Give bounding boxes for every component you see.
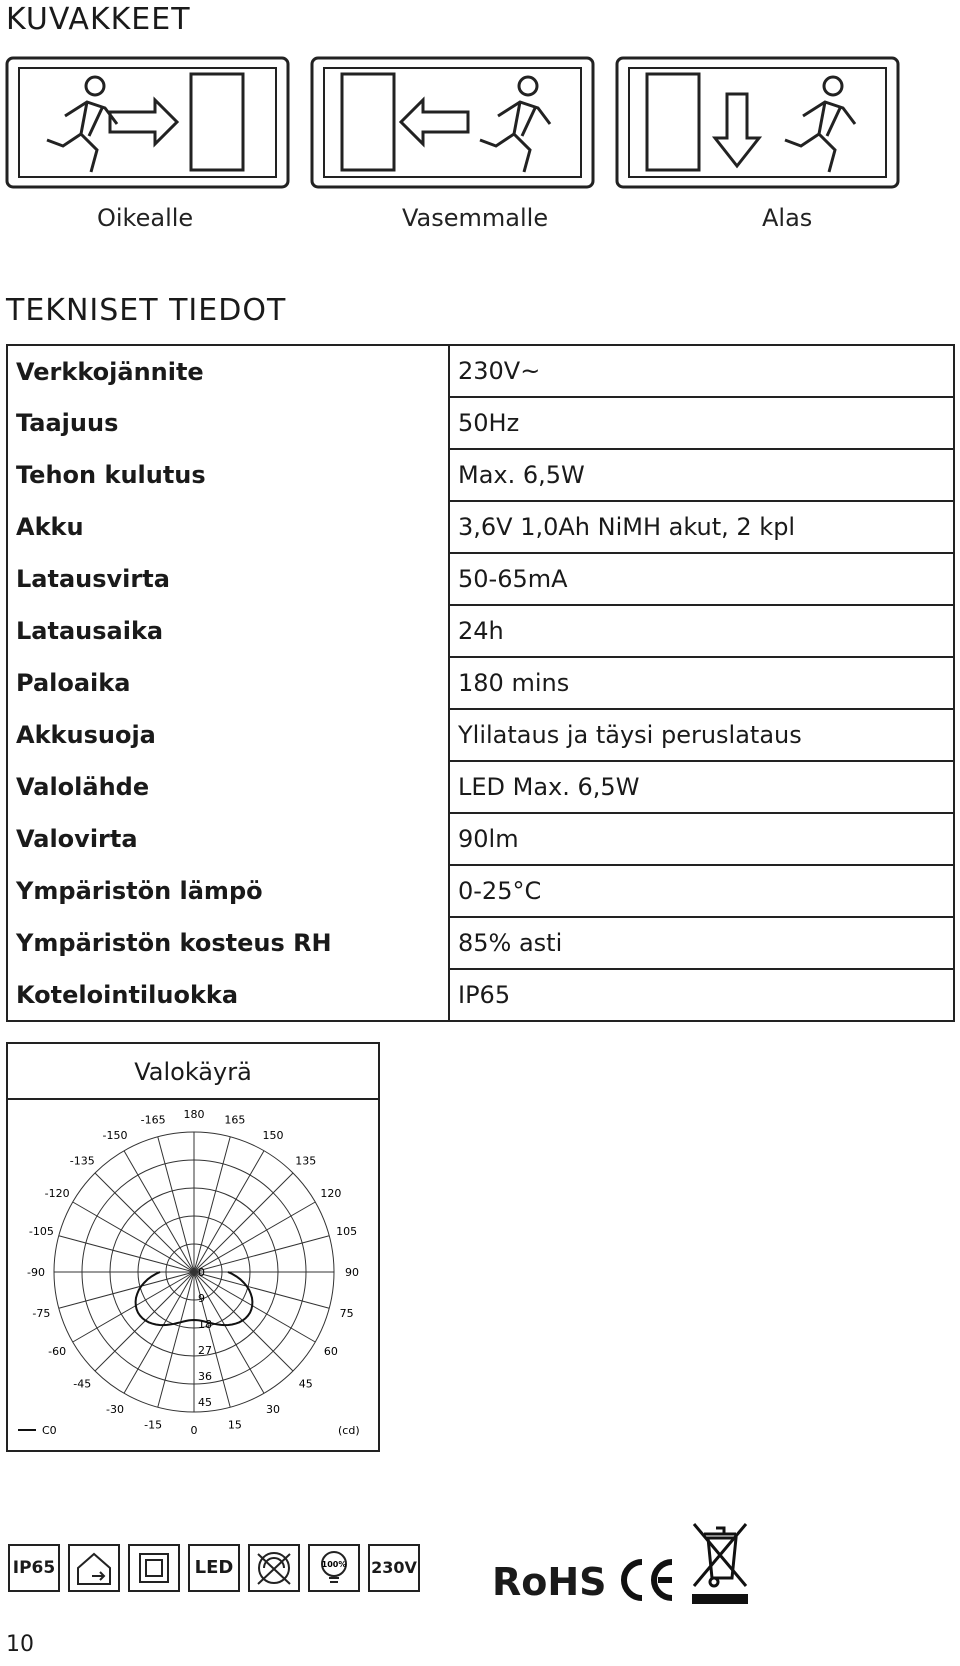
ce-mark-icon — [618, 1556, 678, 1604]
legend-label: C0 — [42, 1424, 57, 1437]
door-icon — [191, 74, 243, 170]
double-insulation-badge — [128, 1544, 180, 1592]
running-man-icon — [47, 77, 117, 172]
spec-row — [7, 397, 954, 449]
spec-row — [7, 345, 954, 397]
spec-value: 50Hz — [449, 397, 954, 449]
running-man-icon — [480, 77, 550, 172]
angle-label-left: -30 — [106, 1402, 124, 1416]
angle-label-left: -120 — [44, 1187, 70, 1200]
double-square-icon — [130, 1546, 178, 1590]
indoor-use-badge — [68, 1544, 120, 1592]
radial-label: 9 — [198, 1292, 205, 1305]
spec-row — [7, 917, 954, 969]
light-curve-title: Valokäyrä — [8, 1044, 378, 1100]
angle-label-right: 135 — [295, 1154, 317, 1168]
house-icon — [70, 1546, 118, 1590]
radial-label: 36 — [198, 1370, 212, 1383]
spec-value: 0-25°C — [449, 865, 954, 917]
angle-label-left: -90 — [27, 1266, 45, 1279]
specs-heading: TEKNISET TIEDOT — [6, 293, 287, 328]
caption-left: Vasemmalle — [402, 204, 549, 232]
polar-spoke — [73, 1272, 194, 1342]
spec-row — [7, 865, 954, 917]
spec-row — [7, 969, 954, 1021]
polar-spoke — [73, 1202, 194, 1272]
spec-value: 180 mins — [449, 657, 954, 709]
unit-label: (cd) — [338, 1424, 360, 1437]
spec-value: 50-65mA — [449, 553, 954, 605]
caption-right: Oikealle — [97, 204, 194, 232]
angle-label-left: -75 — [32, 1306, 51, 1320]
angle-label-right: 165 — [224, 1113, 246, 1127]
spec-value: 85% asti — [449, 917, 954, 969]
angle-label-top: 180 — [183, 1108, 205, 1121]
caption-down: Alas — [762, 204, 813, 232]
spec-value: 230V~ — [449, 345, 954, 397]
angle-label-right: 30 — [266, 1402, 280, 1416]
spec-row — [7, 657, 954, 709]
polar-spoke — [194, 1272, 329, 1308]
spec-label: Latausaika — [7, 605, 449, 657]
spec-row — [7, 553, 954, 605]
polar-spoke — [194, 1173, 293, 1272]
exit-sign-right — [5, 56, 290, 189]
spec-value: IP65 — [449, 969, 954, 1021]
angle-label-left: -150 — [102, 1129, 128, 1143]
exit-sign-left — [310, 56, 595, 189]
angle-label-right: 90 — [345, 1266, 359, 1279]
angle-label-right: 45 — [298, 1377, 313, 1391]
angle-label-left: -60 — [48, 1345, 67, 1358]
lamp-percent-text: 100% — [321, 1560, 347, 1569]
polar-spoke — [194, 1272, 315, 1342]
led-badge: LED — [188, 1544, 240, 1592]
spec-row — [7, 605, 954, 657]
spec-label: Verkkojännite — [7, 345, 449, 397]
angle-label-left: -135 — [69, 1154, 95, 1168]
polar-spoke — [59, 1236, 194, 1272]
page-number: 10 — [6, 1632, 34, 1657]
spec-value: Ylilataus ja täysi peruslataus — [449, 709, 954, 761]
angle-label-right: 75 — [339, 1306, 354, 1320]
spec-label: Taajuus — [7, 397, 449, 449]
polar-spoke — [158, 1272, 194, 1407]
spec-label: Kotelointiluokka — [7, 969, 449, 1021]
polar-spoke — [95, 1173, 194, 1272]
no-dimmer-badge — [248, 1544, 300, 1592]
spec-label: Akku — [7, 501, 449, 553]
polar-spoke — [194, 1236, 329, 1272]
angle-label-right: 105 — [336, 1225, 358, 1239]
spec-value: 24h — [449, 605, 954, 657]
right-arrow-icon — [110, 100, 177, 144]
ip65-badge: IP65 — [8, 1544, 60, 1592]
angle-label-right: 150 — [262, 1129, 284, 1143]
spec-row — [7, 449, 954, 501]
spec-value: Max. 6,5W — [449, 449, 954, 501]
rohs-label: RoHS — [492, 1560, 607, 1604]
spec-label: Ympäristön lämpö — [7, 865, 449, 917]
radial-label: 27 — [198, 1344, 212, 1357]
weee-bin-icon — [688, 1520, 752, 1606]
lamp-100-icon — [310, 1546, 358, 1590]
polar-spoke — [194, 1137, 230, 1272]
spec-value: LED Max. 6,5W — [449, 761, 954, 813]
spec-label: Latausvirta — [7, 553, 449, 605]
spec-row — [7, 813, 954, 865]
spec-label: Akkusuoja — [7, 709, 449, 761]
spec-label: Valovirta — [7, 813, 449, 865]
spec-row — [7, 761, 954, 813]
polar-spoke — [124, 1151, 194, 1272]
polar-spoke — [194, 1202, 315, 1272]
radial-label: 45 — [198, 1396, 212, 1409]
angle-label-left: -105 — [28, 1225, 54, 1239]
polar-spoke — [124, 1272, 194, 1393]
angle-label-right: 120 — [320, 1187, 342, 1200]
spec-value: 90lm — [449, 813, 954, 865]
door-icon — [647, 74, 699, 170]
spec-row — [7, 501, 954, 553]
left-arrow-icon — [401, 100, 468, 144]
angle-label-right: 60 — [323, 1345, 338, 1358]
polar-spoke — [158, 1137, 194, 1272]
angle-label-right: 15 — [227, 1418, 242, 1432]
polar-spoke — [59, 1272, 194, 1308]
spec-label: Ympäristön kosteus RH — [7, 917, 449, 969]
full-light-badge — [308, 1544, 360, 1592]
icons-heading: KUVAKKEET — [6, 2, 191, 37]
light-curve-box — [6, 1042, 380, 1452]
spec-label: Tehon kulutus — [7, 449, 449, 501]
crossed-dimmer-icon — [250, 1546, 298, 1590]
angle-label-left: -165 — [140, 1113, 166, 1127]
running-man-icon — [785, 77, 855, 172]
angle-label-left: -45 — [73, 1377, 92, 1391]
polar-spoke — [194, 1151, 264, 1272]
polar-diagram — [8, 1100, 378, 1450]
angle-label-left: -15 — [144, 1418, 163, 1432]
radial-label: 0 — [198, 1266, 205, 1279]
down-arrow-icon — [715, 94, 759, 166]
polar-spoke — [95, 1272, 194, 1371]
exit-sign-down — [615, 56, 900, 189]
angle-label-bottom: 0 — [190, 1424, 198, 1437]
exit-signs — [5, 56, 955, 196]
specs-table — [6, 344, 955, 1022]
spec-label: Valolähde — [7, 761, 449, 813]
spec-value: 3,6V 1,0Ah NiMH akut, 2 kpl — [449, 501, 954, 553]
spec-label: Paloaika — [7, 657, 449, 709]
radial-label: 18 — [198, 1318, 212, 1331]
door-icon — [342, 74, 394, 170]
spec-row — [7, 709, 954, 761]
voltage-badge: 230V — [368, 1544, 420, 1592]
